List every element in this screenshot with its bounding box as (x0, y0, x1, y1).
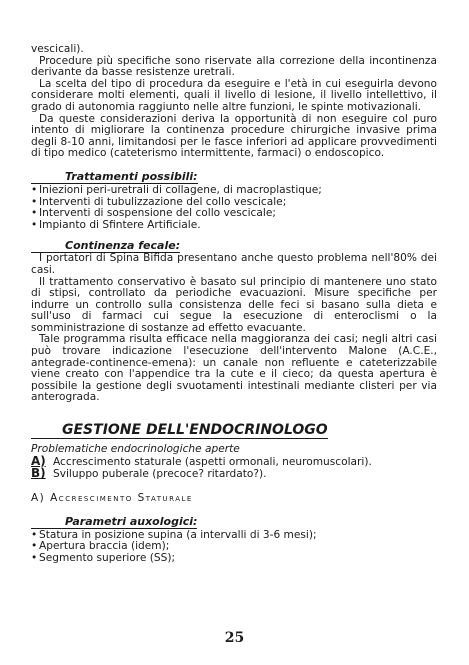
paragraph-procedure: Procedure più specifiche sono riservate alla correzione della incontinenza derivante da basse resistenze uretrali. (31, 54, 437, 79)
list-item: • Segmento superiore (SS); (31, 553, 437, 565)
page-number: 25 (224, 630, 245, 646)
paragraph-portatori: I portatori di Spina Bifida presentano anche questo problema nell'80% dei casi. (31, 252, 437, 276)
heading-endocrinologo: GESTIONE DELL'ENDOCRINOLOGO (31, 422, 437, 439)
list-item: • Interventi di tubulizzazione del collo vescicale; (31, 197, 437, 209)
section-title-accrescimento: A) Accrescimento Staturale (31, 491, 193, 504)
list-item: • Impianto di Sfintere Artificiale. (31, 220, 437, 232)
list-item: • Interventi di sospensione del collo vescicale; (31, 208, 437, 220)
list-item: • Iniezioni peri-uretrali di collagene, di macroplastique; (31, 185, 437, 197)
list-item: B) Sviluppo puberale (precoce? ritardato?). (31, 466, 267, 481)
page-body (31, 44, 437, 565)
list-parametri (31, 530, 437, 565)
paragraph-considerazioni: Da queste considerazioni deriva la opportunità di non eseguire col puro intento di migliorare la continenza procedure chirurgiche invasive prima degli 8-10 anni, limitandosi per le fasce inferiori ad applicare provvedimenti di tipo medico (cateterismo intermittente, farmaci) o endoscopico. (31, 112, 437, 160)
list-trattamenti (31, 185, 437, 231)
paragraph-vescicali: vescicali). (31, 43, 84, 55)
paragraph-trattamento-conservativo: Il trattamento conservativo è basato sul principio di mantenere uno stato di stipsi, controllato da periodiche evacuazioni. Misure specifiche per indurre un controllo sulla consistenza delle feci si basano sulla dieta e sull'uso di farmaci cui segue la esecuzione di enteroclismi o la somministrazione di sostanze ad effetto evacuante. (31, 275, 437, 334)
list-item: • Statura in posizione supina (a intervalli di 3-6 mesi); (31, 530, 437, 542)
subtitle-problematiche: Problematiche endocrinologiche aperte (31, 443, 240, 456)
list-item: A) Accrescimento staturale (aspetti ormonali, neuromuscolari). (31, 453, 372, 468)
list-item: • Apertura braccia (idem); (31, 541, 437, 553)
heading-continenza: Continenza fecale: (31, 239, 437, 253)
paragraph-scelta: La scelta del tipo di procedura da eseguire e l'età in cui eseguirla devono considerare molti elementi, quali il livello di lesione, il livello intellettivo, il grado di autonomia raggiunto nelle altre funzioni, le spinte motivazionali. (31, 77, 437, 113)
paragraph-programma: Tale programma risulta efficace nella maggioranza dei casi; negli altri casi può trovare indicazione l'esecuzione dell'intervento Malone (A.C.E., antegrade-continence-emena): un canale non refluente e cateterizzabile viene creato con l'appendice tra la cute e il cieco; da questa apertura è possibile la gestione degli svuotamenti intestinali mediante clisteri per via anterograda. (31, 333, 437, 404)
heading-trattamenti: Trattamenti possibili: (31, 170, 437, 184)
heading-parametri: Parametri auxologici: (31, 515, 437, 529)
